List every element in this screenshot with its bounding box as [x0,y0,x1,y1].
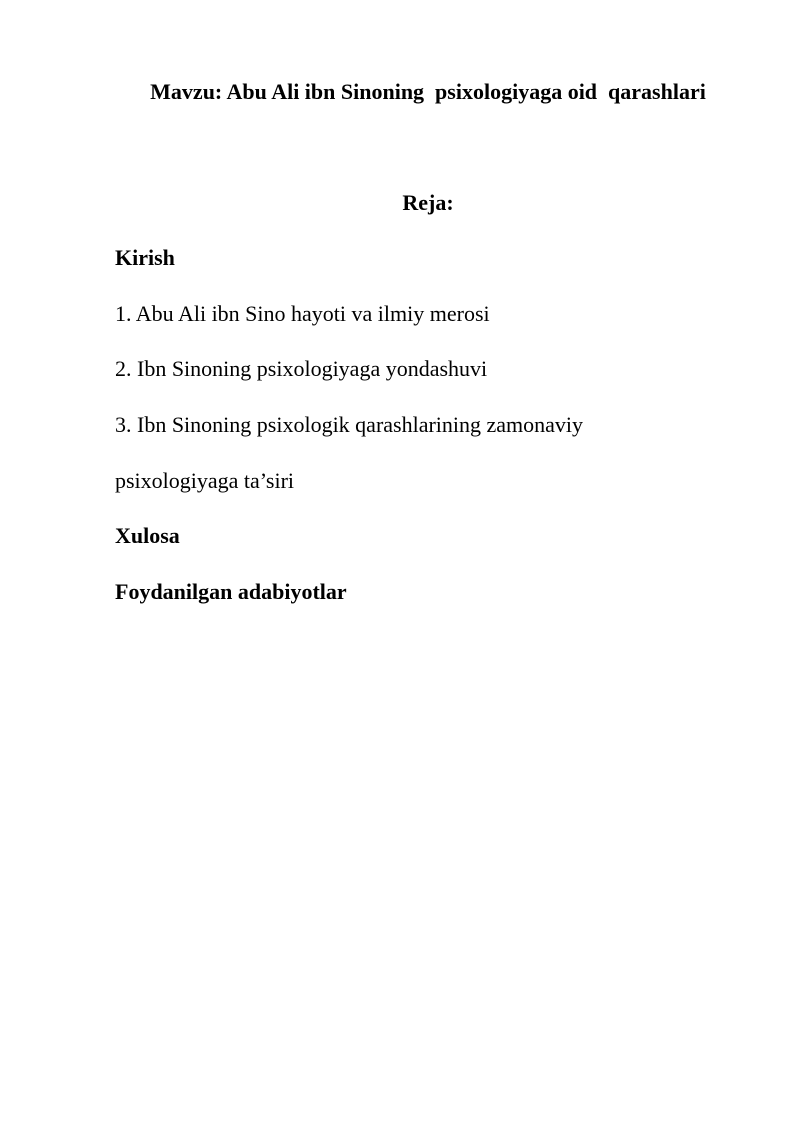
document-title: Mavzu: Abu Ali ibn Sinoning psixologiyaga oid qarashlari [150,79,706,104]
plan-heading: Reja: [402,190,454,215]
plan-item-3: 3. Ibn Sinoning psixologik qarashlarining zamonaviy [115,412,584,437]
plan-item-references: Foydanilgan adabiyotlar [115,579,347,604]
plan-item-2: 2. Ibn Sinoning psixologiyaga yondashuvi [115,356,488,381]
plan-item-3-continued: psixologiyaga ta’siri [115,468,295,493]
plan-item-introduction: Kirish [115,245,175,270]
plan-item-1: 1. Abu Ali ibn Sino hayoti va ilmiy merosi [115,301,490,326]
plan-item-conclusion: Xulosa [115,523,180,548]
